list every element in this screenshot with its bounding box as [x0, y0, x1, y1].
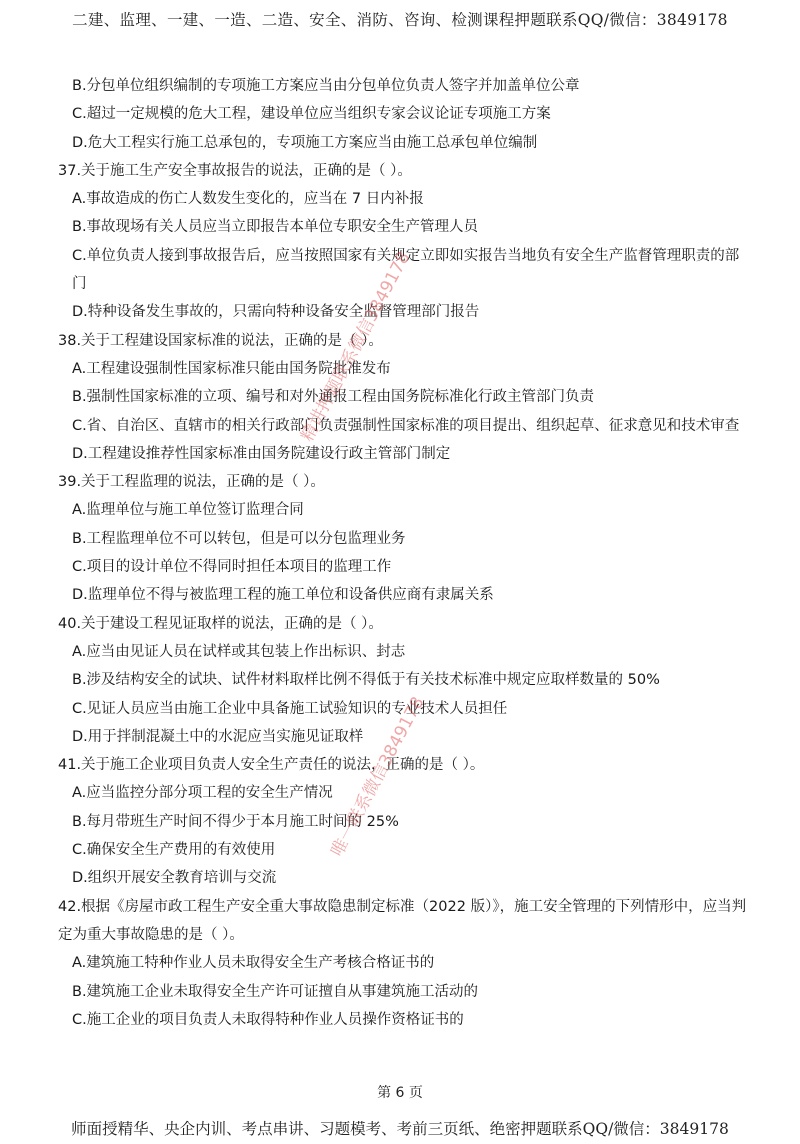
q39-stem: 39.关于工程监理的说法，正确的是（ ）。 — [58, 474, 325, 491]
watermark-lower: 唯一联系微信3849178 — [327, 693, 429, 860]
q39-option-b: B.工程监理单位不可以转包，但是可以分包监理业务 — [72, 530, 406, 547]
q37-option-a: A.事故造成的伤亡人数发生变化的，应当在 7 日内补报 — [72, 191, 424, 208]
q39-option-a: A.监理单位与施工单位签订监理合同 — [72, 502, 304, 519]
q40-option-d: D.用于拌制混凝土中的水泥应当实施见证取样 — [72, 728, 364, 745]
watermark-upper: 精讲押题联系微信3849178 — [297, 248, 415, 445]
q39-option-d: D.监理单位不得与被监理工程的施工单位和设备供应商有隶属关系 — [72, 587, 494, 604]
q40-option-a: A.应当由见证人员在试样或其包装上作出标识、封志 — [72, 643, 406, 660]
q42-option-b: B.建筑施工企业未取得安全生产许可证擅自从事建筑施工活动的 — [72, 983, 479, 1000]
q40-option-b: B.涉及结构安全的试块、试件材料取样比例不得低于有关技术标准中规定应取样数量的 50% — [72, 672, 660, 689]
q38-option-b: B.强制性国家标准的立项、编号和对外通报工程由国务院标准化行政主管部门负责 — [72, 389, 595, 406]
q36-option-c: C.超过一定规模的危大工程，建设单位应当组织专家会议论证专项施工方案 — [72, 106, 551, 123]
q37-option-b: B.事故现场有关人员应当立即报告本单位专职安全生产管理人员 — [72, 219, 479, 236]
q42-stem: 42.根据《房屋市政工程生产安全重大事故隐患制定标准（2022 版）》，施工安全管理的下列情形中，应当判定为重大事故隐患的是（ ）。 — [58, 898, 747, 943]
q37-option-c: C.单位负责人接到事故报告后，应当按照国家有关规定立即如实报告当地负有安全生产监督管理职责的部门 — [72, 247, 740, 293]
q40-option-c: C.见证人员应当由施工企业中具备施工试验知识的专业技术人员担任 — [72, 700, 508, 717]
q38-option-c: C.省、自治区、直辖市的相关行政部门负责强制性国家标准的项目提出、组织起草、征求意见和技术审查 — [72, 417, 740, 434]
header-banner: 二建、监理、一建、一造、二造、安全、消防、咨询、检测课程押题联系QQ/微信：3849178 — [72, 11, 728, 29]
q41-option-d: D.组织开展安全教育培训与交流 — [72, 870, 277, 887]
q37-stem: 37.关于施工生产安全事故报告的说法，正确的是（ ）。 — [58, 162, 412, 179]
q41-option-a: A.应当监控分部分项工程的安全生产情况 — [72, 785, 333, 802]
page-number: 第 6 页 — [377, 1085, 423, 1101]
q37-option-d: D.特种设备发生事故的，只需向特种设备安全监督管理部门报告 — [72, 304, 480, 321]
q41-option-b: B.每月带班生产时间不得少于本月施工时间的 25% — [72, 813, 399, 830]
q40-stem: 40.关于建设工程见证取样的说法，正确的是（ ）。 — [58, 615, 383, 632]
q38-stem: 38.关于工程建设国家标准的说法，正确的是（ ）。 — [58, 332, 383, 349]
q38-option-d: D.工程建设推荐性国家标准由国务院建设行政主管部门制定 — [72, 445, 451, 462]
q39-option-c: C.项目的设计单位不得同时担任本项目的监理工作 — [72, 559, 392, 576]
q36-option-b: B.分包单位组织编制的专项施工方案应当由分包单位负责人签字并加盖单位公章 — [72, 78, 580, 94]
q42-option-c: C.施工企业的项目负责人未取得特种作业人员操作资格证书的 — [72, 1011, 464, 1028]
q41-option-c: C.确保安全生产费用的有效使用 — [72, 842, 276, 859]
q38-option-a: A.工程建设强制性国家标准只能由国务院批准发布 — [72, 360, 391, 377]
q36-option-d: D.危大工程实行施工总承包的，专项施工方案应当由施工总承包单位编制 — [72, 134, 538, 151]
q42-option-a: A.建筑施工特种作业人员未取得安全生产考核合格证书的 — [72, 955, 435, 972]
q41-stem: 41.关于施工企业项目负责人安全生产责任的说法，正确的是（ ）。 — [58, 757, 485, 774]
footer-banner: 师面授精华、央企内训、考点串讲、习题模考、考前三页纸、绝密押题联系QQ/微信：3849178 — [71, 1120, 729, 1138]
document-body — [58, 72, 748, 1034]
